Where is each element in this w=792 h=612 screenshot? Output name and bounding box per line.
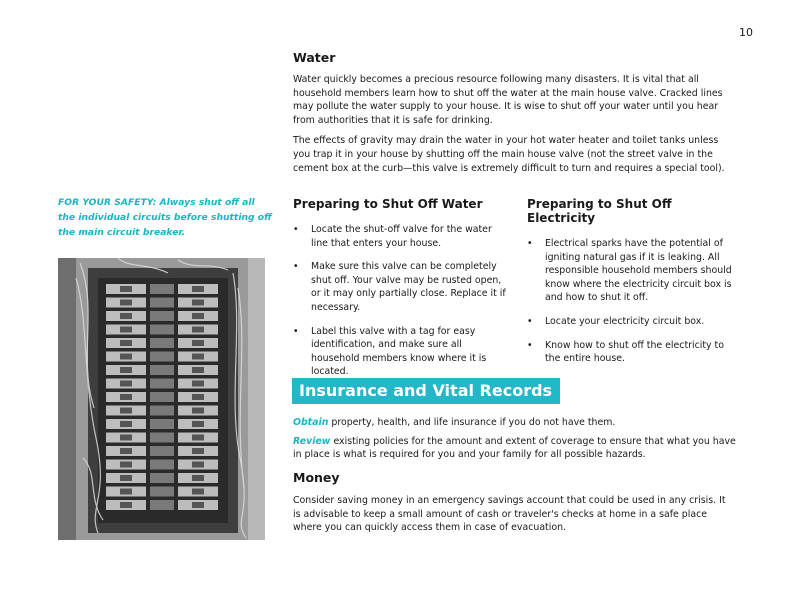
water-paragraph-2: The effects of gravity may drain the water in your hot water heater and toilet tanks unless you trap it in your house by shutting off the main house valve (not the street valve in the cement box at the curb—this valve is extremely difficult to turn and requires a special tool). bbox=[293, 135, 725, 174]
prep-water-list bbox=[293, 223, 508, 379]
bullet-icon: • bbox=[293, 325, 299, 337]
prep-electricity-section bbox=[527, 197, 732, 376]
money-section bbox=[293, 470, 733, 535]
bullet-icon: • bbox=[293, 224, 299, 235]
insurance-section bbox=[293, 416, 738, 467]
list-item: • Know how to shut off the electricity to the entire house. bbox=[527, 339, 724, 365]
circuit-panel-image bbox=[58, 258, 265, 540]
prep-water-heading: Preparing to Shut Off Water bbox=[293, 197, 483, 211]
water-paragraph-1: Water quickly becomes a precious resource following many disasters. It is vital that all household members learn how to shut off the water at the main house valve. Cracked lines may pollute the water supply to your house. It is wise to shut off your water until you hear from authorities that it is safe for drinking. bbox=[293, 74, 723, 126]
bullet-icon: • bbox=[527, 238, 533, 249]
list-item: • Electrical sparks have the potential of igniting natural gas if it is leaking. All responsible household members should know where the electricity circuit box is and how to shut it off. bbox=[527, 238, 732, 304]
insurance-paragraph-2: Review existing policies for the amount and extent of coverage to ensure that what you have in place is what is required for you and your family for all possible hazards. bbox=[293, 435, 736, 461]
bullet-icon: • bbox=[293, 261, 299, 273]
water-section bbox=[293, 50, 733, 175]
keyword-review: Review bbox=[293, 435, 331, 447]
money-paragraph: Consider saving money in an emergency savings account that could be used in any crisis. It is advisable to keep a small amount of cash or traveler's checks at home in a safe place where you can quickly access them in case of evacuation. bbox=[293, 495, 726, 534]
prep-water-section bbox=[293, 197, 508, 389]
list-item: • Label this valve with a tag for easy identification, and make sure all household members know where it is located. bbox=[293, 325, 487, 378]
safety-note: FOR YOUR SAFETY: Always shut off all the individual circuits before shutting off the main circuit breaker. bbox=[58, 197, 272, 238]
keyword-obtain: Obtain bbox=[293, 417, 329, 428]
prep-electricity-heading: Preparing to Shut Off Electricity bbox=[527, 197, 672, 225]
list-item: • Make sure this valve can be completely shut off. Your valve may be rusted open, or it may only partially close. Replace it if necessary. bbox=[293, 261, 506, 313]
list-item: • Locate your electricity circuit box. bbox=[527, 315, 705, 327]
money-heading: Money bbox=[293, 470, 340, 485]
list-item: • Locate the shut-off valve for the water line that enters your house. bbox=[293, 224, 492, 249]
circuit-breaker-photo bbox=[58, 258, 265, 540]
bullet-icon: • bbox=[527, 315, 533, 327]
prep-electricity-list bbox=[527, 237, 732, 366]
insurance-heading-banner: Insurance and Vital Records bbox=[292, 378, 560, 404]
page-number: 10 bbox=[739, 26, 753, 39]
water-heading: Water bbox=[293, 50, 336, 65]
bullet-icon: • bbox=[527, 339, 533, 351]
insurance-paragraph-1: Obtain property, health, and life insurance if you do not have them. bbox=[293, 417, 616, 428]
